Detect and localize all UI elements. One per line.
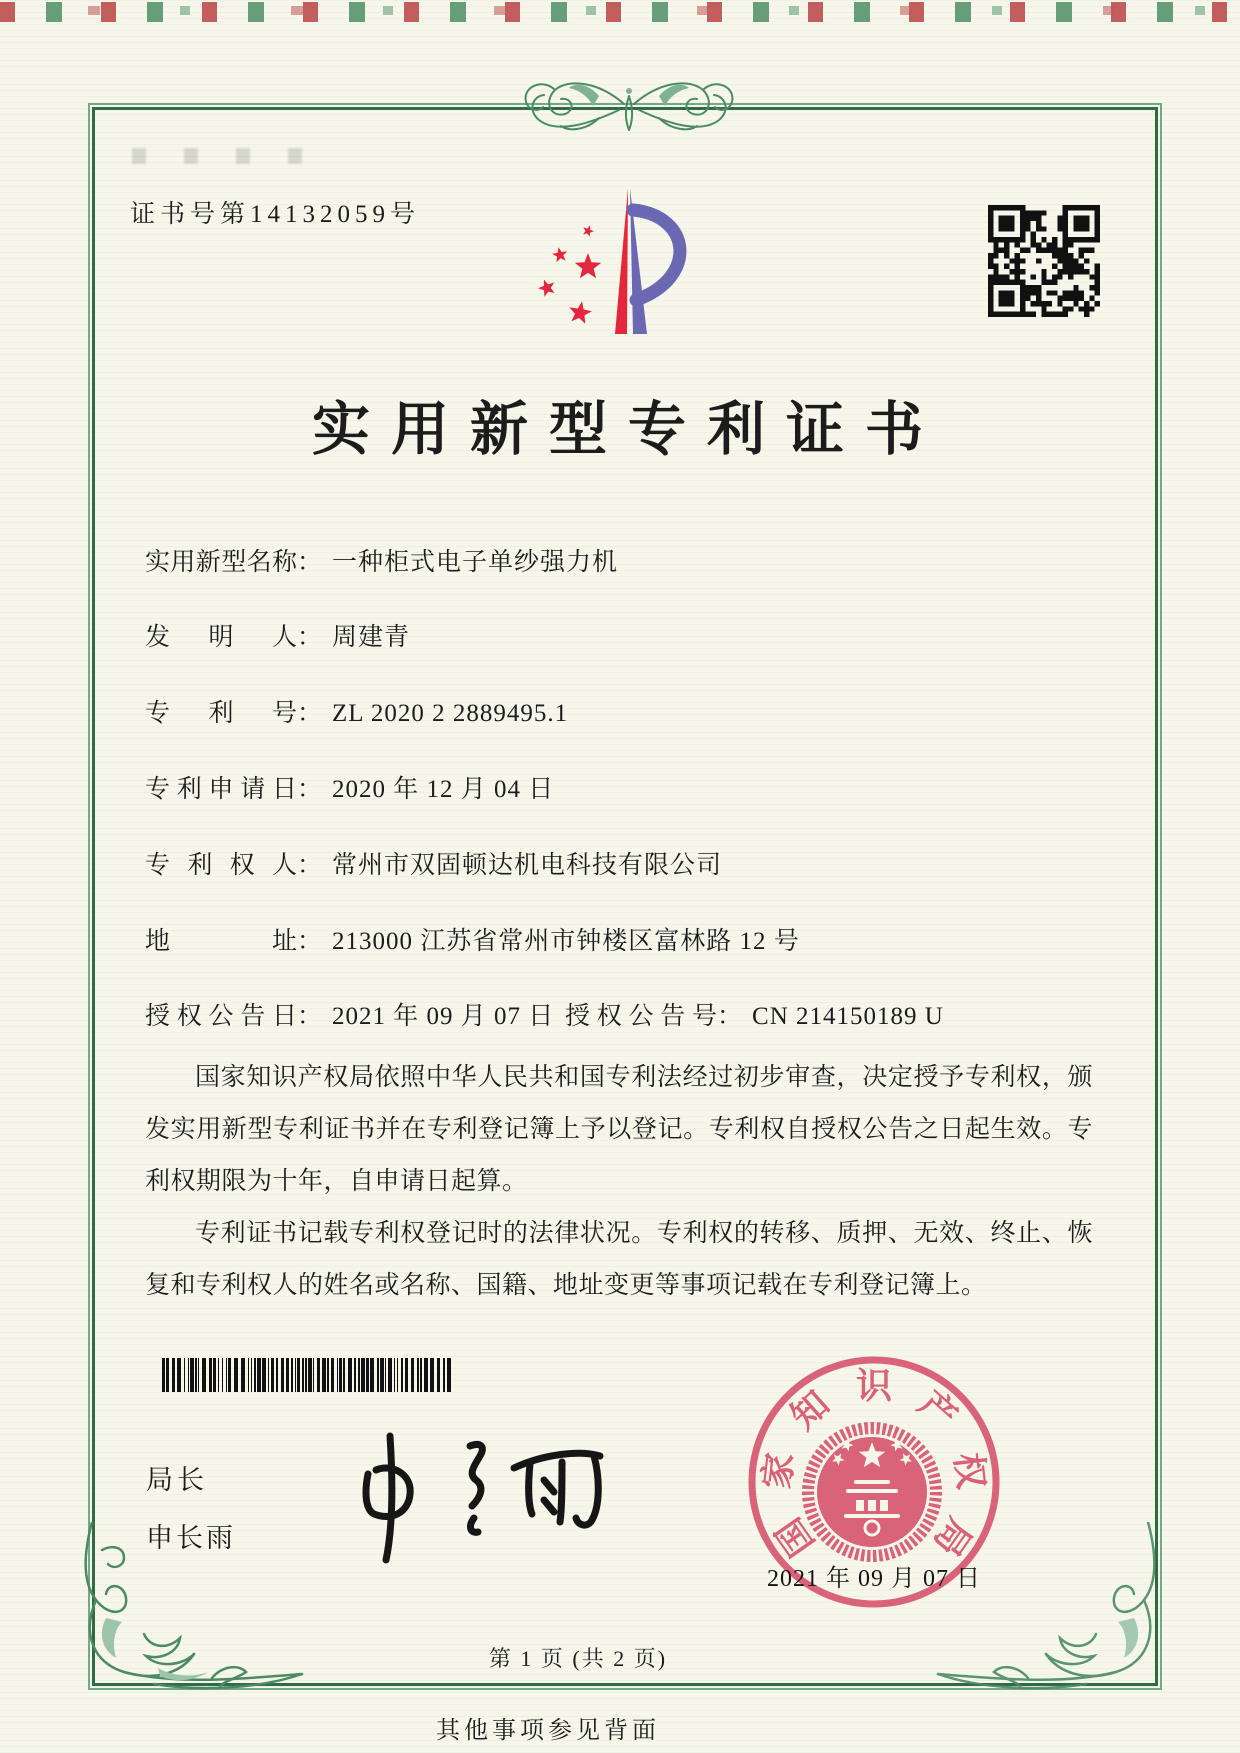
director-name: 申长雨	[146, 1523, 236, 1553]
field-row-address	[145, 921, 1105, 953]
legal-text	[145, 1052, 1093, 1312]
scan-edge-pattern-2	[30, 6, 1240, 15]
field-row-name	[145, 542, 1105, 574]
seal-date: 2021 年 09 月 07 日	[767, 1566, 981, 1592]
field-value: CN 214150189 U	[752, 1003, 944, 1030]
field-colon: ：	[297, 852, 323, 879]
cnipa-logo-icon	[530, 176, 700, 338]
seal-ring: 国 家 知 识 产 权 局	[756, 1366, 992, 1564]
barcode-icon	[160, 1358, 452, 1392]
field-row-grant	[145, 996, 1105, 1028]
field-value: 一种柜式电子单纱强力机	[332, 549, 619, 576]
field-value: ZL 2020 2 2889495.1	[332, 700, 569, 727]
field-colon: ：	[297, 624, 323, 651]
page-number: 第 1 页 (共 2 页)	[488, 1646, 668, 1671]
field-value: 2021 年 09 月 07 日	[332, 1003, 555, 1030]
field-colon: ：	[297, 1003, 323, 1030]
field-label: 专利申请日	[145, 776, 297, 803]
field-colon: ：	[717, 1003, 743, 1030]
field-label: 授权公告号	[565, 1003, 717, 1030]
qr-code	[988, 205, 1100, 317]
page-title: 实用新型专利证书	[311, 397, 944, 462]
field-grant-number	[565, 996, 944, 1032]
field-value: 常州市双固顿达机电科技有限公司	[332, 852, 723, 879]
field-row-filing-date	[145, 769, 1105, 801]
field-row-patent-number	[145, 693, 1105, 725]
director-title: 局长	[146, 1465, 208, 1495]
field-label: 发明人	[145, 624, 297, 651]
legal-paragraph-1: 国家知识产权局依照中华人民共和国专利法经过初步审查，决定授予专利权，颁发实用新型专利证书并在专利登记簿上予以登记。专利权自授权公告之日起生效。专利权期限为十年，自申请日起算。	[145, 1064, 1093, 1195]
field-label: 专利号	[145, 700, 297, 727]
field-colon: ：	[297, 776, 323, 803]
field-colon: ：	[297, 700, 323, 727]
corner-ornament-left-icon	[62, 1522, 332, 1697]
field-row-inventor	[145, 617, 1105, 649]
field-value: 213000 江苏省常州市钟楼区富林路 12 号	[332, 928, 800, 955]
field-label: 专利权人	[145, 852, 297, 879]
field-label: 授权公告日	[145, 1003, 297, 1030]
field-label: 实用新型名称	[145, 549, 297, 576]
field-value: 周建青	[332, 624, 411, 651]
field-colon: ：	[297, 928, 323, 955]
field-colon: ：	[297, 549, 323, 576]
handwritten-signature-icon	[338, 1422, 628, 1580]
legal-paragraph-2: 专利证书记载专利权登记时的法律状况。专利权的转移、质押、无效、终止、恢复和专利权人的姓名或名称、国籍、地址变更等事项记载在专利登记簿上。	[145, 1220, 1093, 1299]
field-row-patentee	[145, 845, 1105, 877]
top-ornament-icon	[449, 62, 809, 142]
field-label: 地址	[145, 928, 297, 955]
field-value: 2020 年 12 月 04 日	[332, 776, 555, 803]
certificate-number: 证书号第14132059号	[130, 201, 421, 228]
back-note: 其他事项参见背面	[436, 1718, 660, 1744]
national-emblem-icon	[808, 1428, 936, 1556]
